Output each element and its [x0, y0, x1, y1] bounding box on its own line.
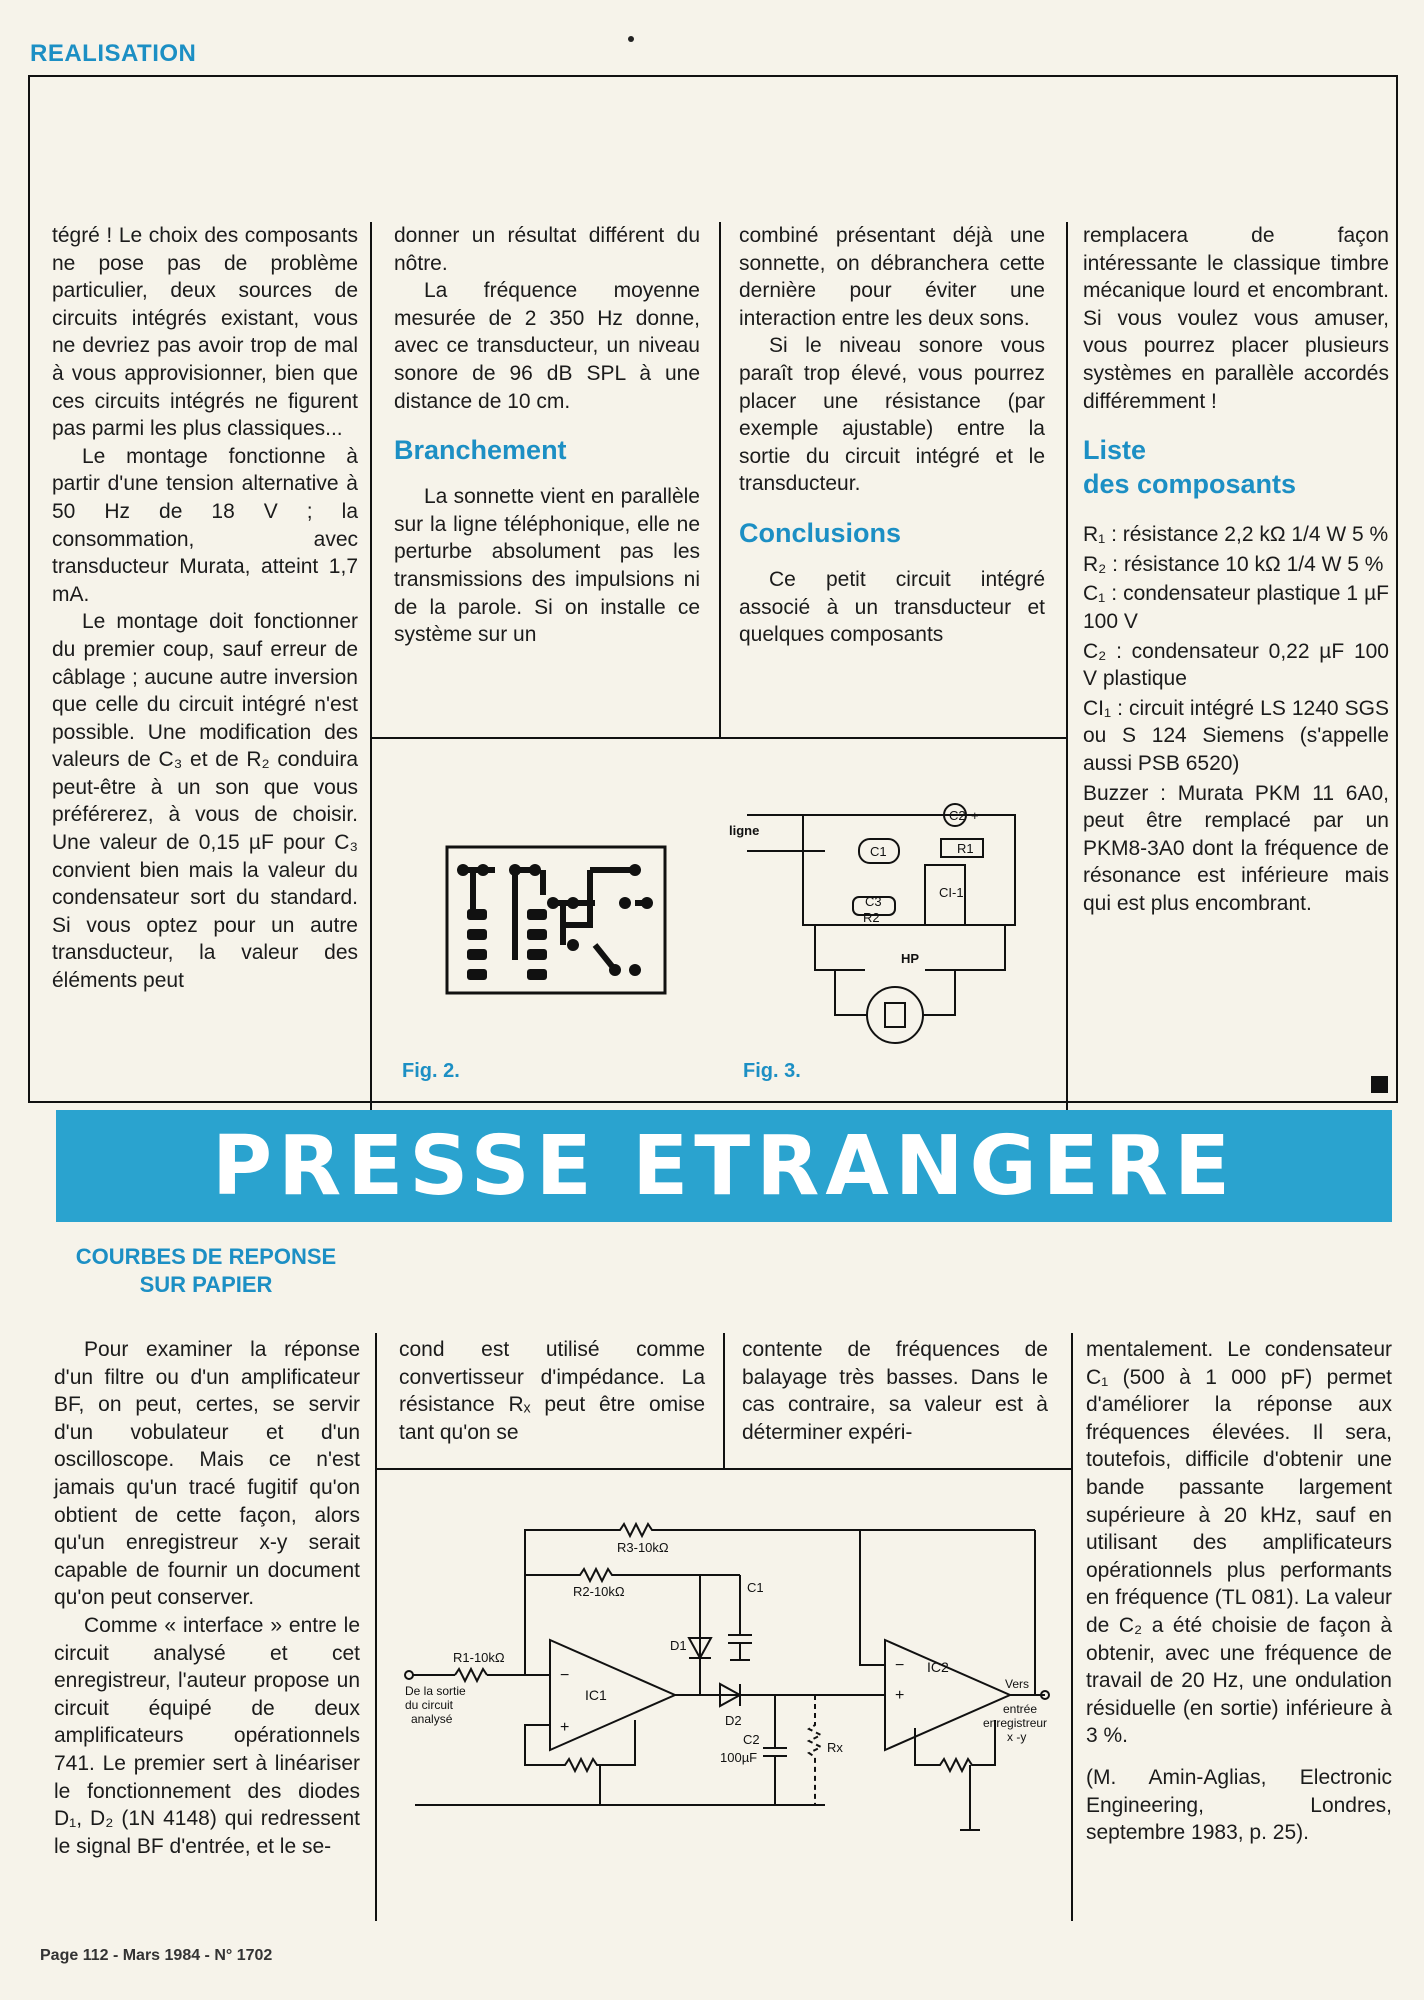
- schematic-ic1-minus: −: [560, 1667, 570, 1684]
- schematic-label-c1: C1: [747, 1580, 764, 1595]
- schematic-ic2-plus: +: [895, 1687, 905, 1704]
- article-column-2: [394, 222, 700, 649]
- paragraph: cond est utilisé comme convertisseur d'impédance. La résistance Rₓ peut être omise tant qu'on se: [399, 1338, 705, 1444]
- schematic-label-d2: D2: [725, 1713, 742, 1728]
- parts-list-heading: [1083, 433, 1389, 501]
- fig3-label-plus: +: [971, 808, 979, 823]
- schematic-label-ic1: IC1: [585, 1687, 607, 1703]
- column-divider: [1071, 1333, 1073, 1921]
- column-divider: [370, 222, 372, 1110]
- schematic-input-label-2: du circuit: [405, 1698, 454, 1712]
- fig3-label-c2: C2: [949, 808, 966, 823]
- end-of-article-mark: [1371, 1076, 1388, 1093]
- paragraph: Pour examiner la réponse d'un filtre ou d'un amplificateur BF, on peut, certes, se servir d'un vobulateur et d'un oscilloscope. Mais ce n'est jamais qu'un tracé fugitif qu'on obtient de cette façon, alors qu'un enregistreur x-y serait capable de fournir un document qu'on peut conserver.: [54, 1338, 360, 1610]
- figure-3-circuit: [725, 785, 1025, 1050]
- article-title-line2: SUR PAPIER: [139, 1272, 273, 1297]
- parts-item: C₁ : condensateur plastique 1 µF 100 V: [1083, 582, 1389, 633]
- paragraph: La fréquence moyenne mesurée de 2 350 Hz donne, avec ce transducteur, un niveau sonore de 96 dB SPL à une distance de 10 cm.: [394, 279, 700, 413]
- schematic-label-c2: C2: [743, 1732, 760, 1747]
- column-divider: [1066, 222, 1068, 1110]
- schematic-label-ic2: IC2: [927, 1659, 949, 1675]
- schematic-divider: [375, 1468, 1073, 1470]
- citation: (M. Amin-Aglias, Electronic Engineering, Londres, septembre 1983, p. 25).: [1086, 1765, 1392, 1845]
- parts-item: R₁ : résistance 2,2 kΩ 1/4 W 5 %: [1083, 523, 1389, 547]
- figure-divider: [370, 737, 1068, 739]
- presse-etrangere-banner: [56, 1110, 1392, 1222]
- section-heading-branchement: Branchement: [394, 435, 567, 466]
- column-divider: [719, 222, 721, 737]
- paragraph: tégré ! Le choix des composants ne pose pas de problème particulier, deux sources de circuits intégrés existant, vous ne devriez pas avoir trop de mal à vous approvisionner, bien que ces circuits intégrés ne figurent pas parmi les plus classiques...: [52, 224, 358, 441]
- banner-title: PRESSE ETRANGERE: [212, 1118, 1236, 1214]
- article-title-line1: COURBES DE REPONSE: [75, 1244, 337, 1269]
- paragraph: remplacera de façon intéressante le classique timbre mécanique lourd et encombrant. Si vous voulez vous amuser, vous pourrez placer plusieurs systèmes en parallèle accordés différemment !: [1083, 224, 1389, 413]
- fig3-label-r2: R2: [863, 910, 880, 925]
- parts-heading-line1: Liste: [1083, 435, 1147, 466]
- paragraph: La sonnette vient en parallèle sur la ligne téléphonique, elle ne perturbe absolument pas les transmissions des impulsions ni de la parole. Si on installe ce système sur un: [394, 485, 700, 647]
- paragraph: donner un résultat différent du nôtre.: [394, 224, 700, 275]
- parts-item: C₂ : condensateur 0,22 µF 100 V plastique: [1083, 639, 1389, 691]
- schematic-ic2-minus: −: [895, 1657, 905, 1674]
- schematic-label-r2: R2-10kΩ: [573, 1584, 625, 1599]
- article2-column-2: [399, 1336, 705, 1446]
- fig3-label-c3: C3: [865, 894, 882, 909]
- header-dot: [628, 36, 634, 42]
- interface-schematic: [395, 1500, 1065, 1900]
- column-divider: [375, 1333, 377, 1921]
- fig3-label-c1: C1: [870, 844, 887, 859]
- schematic-label-rx: Rx: [827, 1740, 843, 1755]
- parts-item: CI₁ : circuit intégré LS 1240 SGS ou S 124 Siemens (s'appelle aussi PSB 6520): [1083, 696, 1389, 775]
- article2-column-3: [742, 1336, 1048, 1446]
- article2-column-4: [1086, 1336, 1392, 1847]
- article-column-1: [52, 222, 358, 995]
- fig3-label-hp: HP: [901, 951, 920, 966]
- paragraph: Le montage fonctionne à partir d'une tension alternative à 50 Hz de 18 V ; la consommation, avec transducteur Murata, atteint 1,7 mA.: [52, 444, 358, 606]
- schematic-label-d1: D1: [670, 1638, 687, 1653]
- parts-heading-line2: des composants: [1083, 469, 1297, 500]
- paragraph: Comme « interface » entre le circuit analysé et cet enregistreur, l'auteur propose un circuit équipé de deux amplificateurs opérationnels 741. Le premier sert à linéariser le fonctionnement des diodes D₁, D₂ (1N 4148) qui redressent le signal BF d'entrée, et le se-: [54, 1613, 360, 1858]
- article-column-3: [739, 222, 1045, 649]
- column-divider: [723, 1333, 725, 1468]
- article-title: [56, 1243, 356, 1299]
- section-label: REALISATION: [30, 40, 197, 67]
- fig3-label-r1: R1: [957, 841, 974, 856]
- schematic-input-label-1: De la sortie: [405, 1684, 466, 1698]
- parts-item: Buzzer : Murata PKM 11 6A0, peut être remplacé par un PKM8-3A0 dont la fréquence de résonance est inférieure mais qui est plus encombrant.: [1083, 781, 1389, 915]
- paragraph: contente de fréquences de balayage très basses. Dans le cas contraire, sa valeur est à déterminer expéri-: [742, 1338, 1048, 1444]
- section-heading-conclusions: Conclusions: [739, 517, 902, 548]
- schematic-output-label-2: entrée: [1003, 1702, 1038, 1716]
- schematic-label-r1: R1-10kΩ: [453, 1650, 505, 1665]
- figure-2-pcb: [445, 845, 667, 995]
- schematic-output-label-4: x -y: [1007, 1730, 1027, 1744]
- paragraph: Ce petit circuit intégré associé à un transducteur et quelques composants: [739, 567, 1045, 647]
- fig3-label-ci1: CI-1: [939, 885, 964, 900]
- article-column-4: [1083, 222, 1389, 919]
- paragraph: mentalement. Le condensateur C₁ (500 à 1 000 pF) permet d'améliorer la réponse aux fréquences élevées. Il sera, toutefois, difficile d'obtenir une bande passante largement supérieure à 20 kHz, sauf en utilisant des amplificateurs opérationnels plus performants en fréquence (TL 081). La valeur de C₂ a été choisie de façon à obtenir, avec une fréquence de travail de 20 Hz, une ondulation résiduelle (en sortie) inférieure à 3 %.: [1086, 1338, 1392, 1748]
- paragraph: Le montage doit fonctionner du premier coup, sauf erreur de câblage ; aucune autre inversion que celle du circuit intégré n'est possible. Une modification des valeurs de C₃ et de R₂ conduira peut-être à un son que vous préférerez, à vous de choisir. Une valeur de 0,15 µF pour C₃ convient bien mais la valeur du condensateur sort du standard. Si vous optez pour un autre transducteur, la valeur des éléments peut: [52, 610, 358, 993]
- schematic-label-c2-value: 100µF: [720, 1750, 758, 1765]
- figure-2-caption: Fig. 2.: [402, 1060, 460, 1082]
- paragraph: Si le niveau sonore vous paraît trop élevé, vous pourrez placer une résistance (par exemple ajustable) entre la sortie du circuit intégré et le transducteur.: [739, 334, 1045, 496]
- fig3-label-ligne: ligne: [729, 823, 760, 838]
- schematic-output-label-3: enregistreur: [983, 1716, 1048, 1730]
- paragraph: combiné présentant déjà une sonnette, on débranchera cette dernière pour éviter une interaction entre les deux sons.: [739, 224, 1045, 330]
- schematic-ic1-plus: +: [560, 1719, 570, 1736]
- schematic-label-r3: R3-10kΩ: [617, 1540, 669, 1555]
- parts-item: R₂ : résistance 10 kΩ 1/4 W 5 %: [1083, 552, 1384, 576]
- figure-3-caption: Fig. 3.: [743, 1060, 801, 1082]
- article2-column-1: [54, 1336, 360, 1860]
- schematic-output-label-1: Vers: [1005, 1677, 1030, 1691]
- page-footer: Page 112 - Mars 1984 - N° 1702: [40, 1947, 273, 1964]
- schematic-input-label-3: analysé: [411, 1712, 453, 1726]
